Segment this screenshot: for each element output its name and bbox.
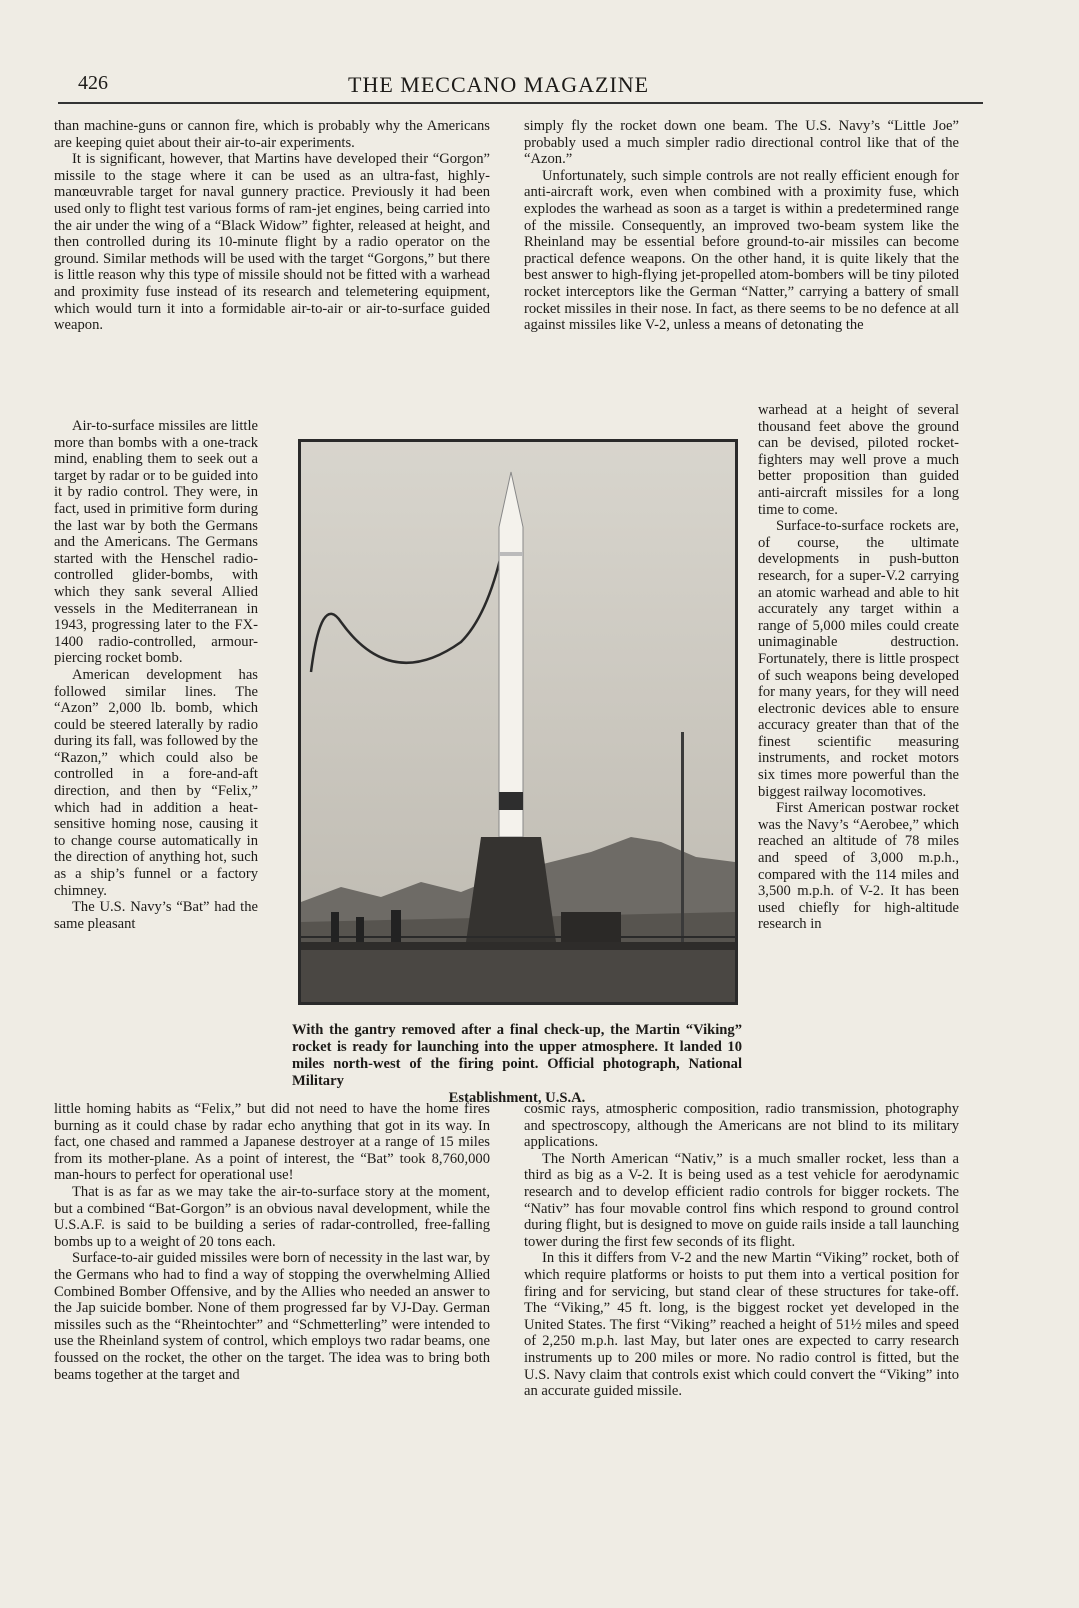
right-column-top [524,118,959,334]
paragraph: warhead at a height of several thousand feet above the ground can be devised, piloted rocket-fighters may well prove a much better proposition than guided anti-aircraft missiles for a long time to come. [758,402,959,518]
paragraph: Surface-to-surface rockets are, of course, the ultimate developments in push-button research, for a super-V.2 carrying an atomic warhead and able to hit accurately any target within a range of 5,000 miles could create unimaginable destruction. Fortunately, there is little prospect of such weapons being developed for many years, for they will need electronic devices able to ensure accuracy greater than that of the finest scientific measuring instruments, and rocket motors six times more powerful than the biggest railway locomotives. [758,518,959,800]
rocket-photograph [298,439,738,1005]
photo-caption [292,1022,742,1107]
caption-text: With the gantry removed after a final check-up, the Martin “Viking” rocket is ready for launching into the upper atmosphere. It landed 10 miles north-west of the firing point. Official photograph, National Military [292,1022,742,1089]
paragraph: simply fly the rocket down one beam. The U.S. Navy’s “Little Joe” probably used a much simpler radio directional control like that of the “Azon.” [524,118,959,168]
header-rule [58,102,983,104]
caption-credit: Establishment, U.S.A. [448,1090,586,1106]
paragraph: The North American “Nativ,” is a much smaller rocket, less than a third as big as a V-2. It is being used as a test vehicle for aerodynamic research and to develop efficient radio controls for bigger rockets. The “Nativ” has four movable control fins which respond to ground control during flight, but is designed to move on guide rails inside a tall launching tower during the first few seconds of its flight. [524,1150,959,1250]
paragraph: American development has followed similar lines. The “Azon” 2,000 lb. bomb, which could be steered laterally by radio during its fall, was followed by the “Razon,” which could also be controlled in a fore-and-aft direction, and then by “Felix,” which had in addition a heat-sensitive homing nose, causing it to change course automatically in the direction of anything hot, such as a ship’s funnel or a factory chimney. [54,666,258,899]
right-column-bottom [524,1101,959,1400]
paragraph: The U.S. Navy’s “Bat” had the same pleasant [54,899,258,932]
left-column-bottom [54,1101,490,1383]
paragraph: Unfortunately, such simple controls are not really efficient enough for anti-aircraft work, even when combined with a proximity fuse, which explodes the warhead as soon as a target is within a predetermined range of the missile. Consequently, an improved two-beam system like the Rheinland may be essential before ground-to-air missiles can become practical defence weapons. On the other hand, it is quite likely that the best answer to high-flying jet-propelled atom-bombers will be tiny piloted rocket interceptors like the German “Natter,” carrying a battery of small rocket missiles in their nose. In fact, as there seems to be no defence at all against missiles like V-2, unless a means of detonating the [524,167,959,334]
left-column-narrow [54,418,258,932]
paragraph: cosmic rays, atmospheric composition, radio transmission, photography and spectroscopy, although the Americans are not blind to its military applications. [524,1101,959,1151]
left-column-top [54,118,490,334]
paragraph: It is significant, however, that Martins have developed their “Gorgon” missile to the stage where it can be used as an ultra-fast, highly-manœuvrable target for naval gunnery practice. Previously it had been used only to flight test various forms of ram-jet engines, being carried into the air under the wing of a “Black Widow” fighter, released at height, and then controlled during its 10-minute flight by a radio operator on the ground. Similar methods will be used with the target “Gorgons,” but there is little reason why this type of missile should not be fitted with a warhead and proximity fuse instead of its research and telemetering equipment, which would turn it into a formidable air-to-air or air-to-surface guided weapon. [54,151,490,334]
paragraph: First American postwar rocket was the Navy’s “Aerobee,” which reached an altitude of 78 miles and speed of 3,000 m.p.h., compared with the 114 miles and 3,500 m.p.h. of V-2. It has been used chiefly for high-altitude research in [758,800,959,933]
paragraph: Air-to-surface missiles are little more than bombs with a one-track mind, enabling them to seek out a target by radar or to be guided into it by radio control. They were, in fact, used in primitive form during the last war by both the Germans and the Americans. The Germans started with the Henschel radio-controlled glider-bombs, with which they sank several Allied vessels in the Mediterranean in 1943, progressing later to the FX-1400 radio-controlled, armour-piercing rocket bomb. [54,418,258,667]
paragraph: In this it differs from V-2 and the new Martin “Viking” rocket, both of which require platforms or hoists to put them into a vertical position for firing and for servicing, but stand clear of these structures for take-off. The “Viking,” 45 ft. long, is the biggest rocket yet developed in the United States. The first “Viking” reached a height of 51½ miles and speed of 2,250 m.p.h. last May, but later ones are expected to carry research instruments up to 200 miles or more. No radio control is fitted, but the U.S. Navy claim that controls exist which could convert the “Viking” into an accurate guided missile. [524,1250,959,1400]
paragraph: That is as far as we may take the air-to-surface story at the moment, but a combined “Bat-Gorgon” is an obvious naval development, while the U.S.A.F. is said to be building a series of radar-controlled, free-falling bombs up to a weight of 20 tons each. [54,1183,490,1250]
rocket-photo-illustration [301,442,735,1002]
magazine-title: THE MECCANO MAGAZINE [348,72,650,97]
paragraph: Surface-to-air guided missiles were born of necessity in the last war, by the Germans who had to find a way of stopping the overwhelming Allied Combined Bomber Offensive, and by the Allies who needed an answer to the Jap suicide bomber. None of them progressed far by VJ-Day. German missiles such as the “Rheintochter” and “Schmetterling” were intended to use the Rheinland system of control, which employs two radar beams, one foussed on the rocket, the other on the target. The idea was to bring both beams together at the target and [54,1250,490,1383]
paragraph: little homing habits as “Felix,” but did not need to have the home fires burning as it could chase by radar echo anything that got in its way. In fact, one chased and rammed a Japanese destroyer at a range of 15 miles from its mother-plane. As a point of interest, the “Bat” took 8,760,000 man-hours to perfect for operational use! [54,1101,490,1184]
paragraph: than machine-guns or cannon fire, which is probably why the Americans are keeping quiet about their air-to-air experiments. [54,118,490,151]
page-header [78,72,978,102]
right-column-narrow [758,402,959,933]
page-number: 426 [78,72,108,94]
